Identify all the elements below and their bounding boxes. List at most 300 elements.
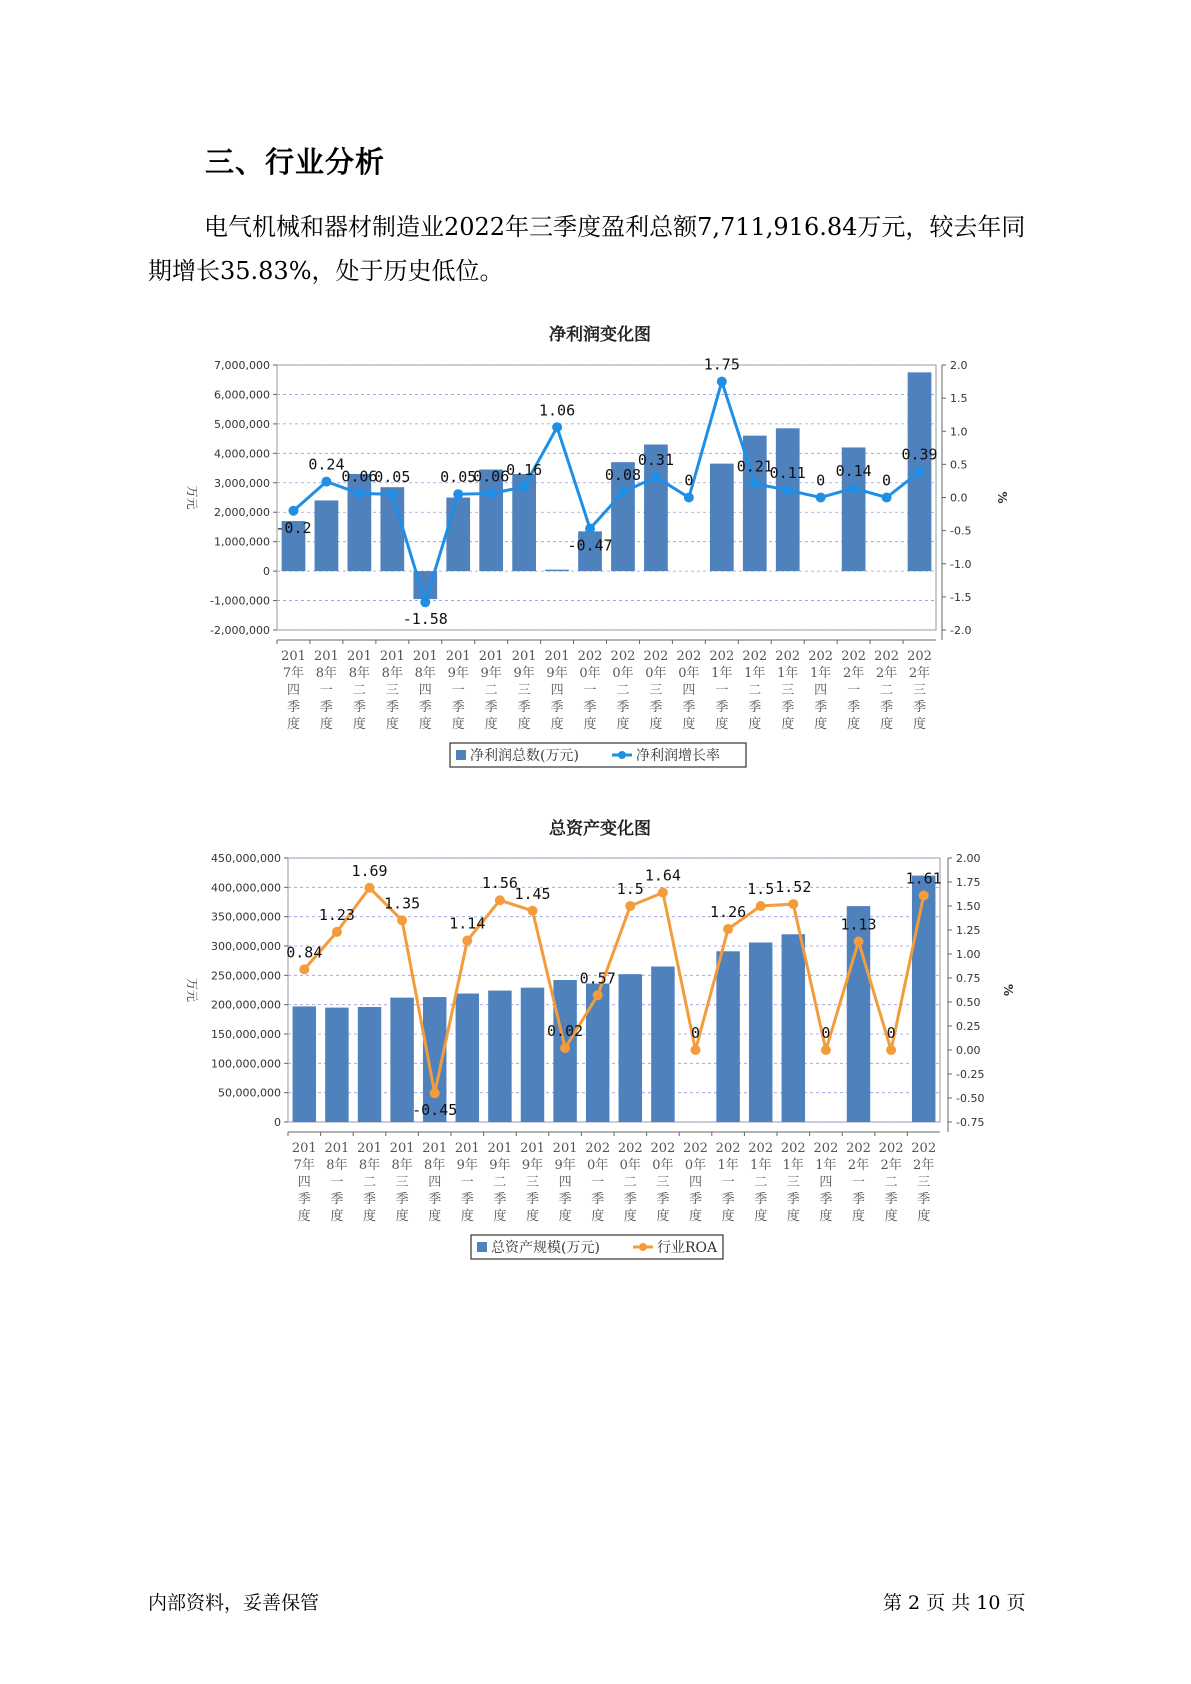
x-tick-label: 季: [395, 1192, 409, 1207]
y-tick-label: 150,000,000: [211, 1028, 281, 1041]
line-point: [783, 485, 793, 495]
line-point: [915, 467, 925, 477]
x-tick-label: 201: [445, 649, 471, 664]
x-tick-label: 201: [478, 649, 504, 664]
x-tick-label: 度: [395, 1209, 409, 1224]
x-tick-label: 度: [484, 717, 498, 732]
line-point: [691, 1045, 701, 1055]
x-tick-label: 季: [591, 1192, 605, 1207]
x-tick-label: 四: [297, 1175, 311, 1190]
x-tick-label: 季: [493, 1192, 507, 1207]
data-label: 0: [821, 1024, 831, 1042]
data-label: 0.08: [604, 466, 642, 485]
x-tick-label: 度: [814, 717, 828, 732]
data-label: 1.23: [318, 905, 355, 924]
x-tick-label: 季: [847, 700, 861, 715]
line-point: [387, 489, 397, 499]
line-point: [658, 888, 668, 898]
x-tick-label: 201: [281, 649, 306, 664]
x-tick-label: 季: [451, 700, 465, 715]
legend-line-label: 净利润增长率: [636, 748, 720, 764]
data-label: 0: [886, 1024, 896, 1042]
data-label: 0.06: [473, 467, 510, 486]
x-tick-label: 0年: [678, 666, 700, 681]
x-tick-label: 度: [297, 1209, 311, 1224]
x-tick-label: 季: [786, 1192, 800, 1207]
x-tick-label: 202: [683, 1141, 708, 1156]
data-label: 1.45: [514, 884, 551, 903]
line-point: [420, 597, 430, 607]
bar: [358, 1007, 381, 1122]
x-tick-label: 三: [917, 1175, 931, 1190]
x-tick-label: 度: [819, 1209, 833, 1224]
x-tick-label: 8年: [326, 1158, 348, 1173]
y2-tick-label: -0.5: [950, 524, 972, 538]
line-point: [397, 915, 407, 925]
x-tick-label: 202: [846, 1141, 871, 1156]
x-tick-label: 度: [493, 1209, 507, 1224]
y-tick-label: 200,000,000: [211, 998, 281, 1012]
y-axis-title: 万元: [185, 977, 199, 1003]
x-tick-label: 202: [775, 649, 801, 664]
x-tick-label: 1年: [782, 1158, 804, 1173]
x-tick-label: 季: [682, 700, 696, 715]
x-tick-label: 2年: [880, 1158, 902, 1173]
x-tick-label: 季: [656, 1192, 670, 1207]
x-tick-label: 201: [412, 649, 438, 664]
y-tick-label: 300,000,000: [211, 940, 281, 953]
line-point: [430, 1088, 440, 1098]
x-tick-label: 0年: [612, 666, 634, 681]
bar: [776, 428, 800, 571]
data-label: 1.35: [384, 894, 421, 913]
x-tick-label: 季: [550, 700, 564, 715]
y-tick-label: -1,000,000: [210, 594, 270, 608]
y-tick-label: 250,000,000: [211, 969, 281, 983]
data-label: 0.39: [901, 445, 938, 464]
y-tick-label: -2,000,000: [210, 624, 270, 637]
x-tick-label: 201: [346, 649, 372, 664]
bar: [586, 984, 609, 1122]
chart-svg: [0, 315, 1191, 775]
data-label: -1.58: [402, 610, 448, 629]
x-tick-label: 三: [517, 683, 531, 698]
x-tick-label: 季: [913, 700, 927, 715]
legend: [471, 1235, 723, 1259]
x-tick-label: 202: [808, 649, 834, 664]
x-tick-label: 季: [484, 700, 498, 715]
data-label: 0.05: [440, 468, 477, 487]
x-tick-label: 度: [418, 717, 432, 732]
data-label: -0.45: [412, 1101, 458, 1120]
line-point: [528, 906, 538, 916]
x-tick-label: 度: [913, 717, 927, 732]
line-point: [365, 883, 375, 893]
x-tick-label: 季: [721, 1192, 735, 1207]
x-tick-label: 四: [682, 683, 696, 698]
x-tick-label: 三: [649, 683, 663, 698]
x-tick-label: 季: [286, 700, 300, 715]
x-tick-label: 1年: [711, 666, 733, 681]
line-point: [882, 493, 892, 503]
x-tick-label: 202: [780, 1141, 806, 1156]
x-tick-label: 202: [617, 1141, 643, 1156]
x-tick-label: 202: [676, 649, 702, 664]
x-tick-label: 季: [623, 1192, 637, 1207]
x-tick-label: 度: [583, 717, 597, 732]
y-tick-label: 3,000,000: [214, 476, 270, 490]
y2-tick-label: 1.75: [956, 876, 981, 889]
x-tick-label: 季: [814, 700, 828, 715]
x-tick-label: 季: [880, 700, 894, 715]
data-label: -0.2: [275, 518, 312, 537]
x-tick-label: 一: [591, 1175, 605, 1190]
line-point: [919, 890, 929, 900]
x-tick-label: 季: [352, 700, 366, 715]
line-point: [723, 924, 733, 934]
x-tick-label: 202: [610, 649, 636, 664]
chart-title: 净利润变化图: [549, 325, 651, 345]
line-point: [560, 1043, 570, 1053]
x-tick-label: 7年: [282, 666, 305, 681]
x-tick-label: 二: [493, 1175, 507, 1190]
legend-line-label: 行业ROA: [657, 1240, 718, 1256]
x-tick-label: 202: [585, 1141, 611, 1156]
x-tick-label: 202: [709, 649, 735, 664]
bar: [293, 1006, 316, 1122]
x-tick-label: 一: [715, 683, 729, 698]
x-tick-label: 201: [511, 649, 537, 664]
line-point: [684, 493, 694, 503]
bar: [651, 967, 674, 1122]
legend: [450, 743, 746, 767]
x-tick-label: 三: [656, 1175, 670, 1190]
line-point: [288, 506, 298, 516]
x-tick-label: 二: [352, 683, 366, 698]
y2-axis-title: %: [1001, 983, 1015, 997]
bar: [380, 487, 404, 571]
x-tick-label: 三: [781, 683, 795, 698]
net-profit-chart: [0, 315, 1191, 775]
line-point: [321, 477, 331, 487]
plot-area: [277, 365, 936, 630]
x-tick-label: 度: [428, 1209, 442, 1224]
total-assets-chart: [0, 815, 1191, 1275]
y-tick-label: 0: [263, 565, 270, 579]
x-tick-label: 201: [487, 1141, 513, 1156]
x-tick-label: 2年: [908, 666, 931, 681]
x-tick-label: 度: [721, 1209, 735, 1224]
bar: [390, 998, 413, 1122]
x-tick-label: 一: [721, 1175, 735, 1190]
x-tick-label: 202: [911, 1141, 937, 1156]
data-label: 1.14: [449, 914, 486, 933]
bar: [716, 951, 739, 1122]
data-label: 1.61: [905, 869, 942, 888]
x-tick-label: 季: [583, 700, 597, 715]
legend-bar-label: 净利润总数(万元): [470, 748, 579, 764]
line-point: [816, 493, 826, 503]
y2-tick-label: 1.00: [956, 948, 981, 961]
bar: [446, 498, 470, 572]
data-label: 0: [882, 471, 892, 490]
x-tick-label: 三: [385, 683, 399, 698]
x-tick-label: 度: [754, 1209, 768, 1224]
x-tick-label: 三: [395, 1175, 409, 1190]
x-tick-label: 一: [583, 683, 597, 698]
bar: [315, 500, 339, 571]
x-tick-label: 1年: [717, 1158, 739, 1173]
x-tick-label: 季: [715, 700, 729, 715]
x-tick-label: 1年: [777, 666, 799, 681]
y2-tick-label: -0.75: [956, 1116, 985, 1129]
x-tick-label: 202: [715, 1141, 741, 1156]
bar: [545, 570, 569, 571]
x-tick-label: 度: [748, 717, 762, 732]
x-tick-label: 度: [591, 1209, 605, 1224]
x-tick-label: 二: [884, 1175, 898, 1190]
y-tick-label: 2,000,000: [214, 506, 270, 520]
x-tick-label: 季: [754, 1192, 768, 1207]
x-tick-label: 三: [913, 683, 927, 698]
y2-tick-label: -2.0: [950, 624, 972, 637]
x-tick-label: 一: [319, 683, 333, 698]
x-tick-label: 202: [643, 649, 669, 664]
x-tick-label: 度: [880, 717, 894, 732]
x-tick-label: 8年: [358, 1158, 381, 1173]
x-tick-label: 度: [451, 717, 465, 732]
x-tick-label: 季: [819, 1192, 833, 1207]
data-label: 0: [684, 471, 694, 490]
line-point: [332, 927, 342, 937]
x-tick-label: 二: [362, 1175, 377, 1190]
data-label: 1.75: [703, 355, 740, 374]
x-tick-label: 0年: [579, 666, 601, 681]
x-tick-label: 度: [781, 717, 795, 732]
x-tick-label: 8年: [381, 666, 403, 681]
y2-tick-label: 1.5: [950, 392, 968, 406]
line-point: [821, 1045, 831, 1055]
x-tick-label: 201: [454, 1141, 480, 1156]
x-tick-label: 季: [385, 700, 399, 715]
line-point: [651, 472, 661, 482]
x-tick-label: 度: [460, 1209, 474, 1224]
data-label: 0: [690, 1024, 701, 1042]
line-point: [585, 524, 595, 534]
y-tick-label: 450,000,000: [211, 852, 281, 865]
data-label: 1.69: [351, 861, 388, 880]
x-tick-label: 9年: [480, 666, 502, 681]
footer-confidential-note: 内部资料，妥善保管: [148, 1592, 320, 1614]
x-tick-label: 度: [517, 717, 531, 732]
line-point: [552, 422, 562, 432]
line-point: [849, 483, 859, 493]
x-tick-label: 202: [878, 1141, 904, 1156]
y-tick-label: 350,000,000: [211, 910, 281, 924]
line-point: [717, 377, 727, 387]
data-label: 0: [816, 471, 826, 490]
x-tick-label: 度: [319, 717, 333, 732]
x-tick-label: 度: [385, 717, 399, 732]
x-tick-label: 8年: [315, 666, 338, 681]
y-tick-label: 6,000,000: [214, 388, 270, 402]
x-tick-label: 季: [297, 1192, 311, 1207]
x-tick-label: 202: [874, 649, 899, 664]
x-tick-label: 9年: [456, 1158, 478, 1173]
bar: [521, 988, 544, 1122]
legend-bar-swatch: [477, 1242, 487, 1252]
y2-tick-label: 1.0: [950, 425, 968, 439]
x-tick-label: 二: [623, 1175, 637, 1190]
y2-tick-label: -1.0: [950, 557, 972, 571]
line-point: [486, 489, 496, 499]
x-tick-label: 1年: [744, 666, 766, 681]
y2-tick-label: -0.25: [956, 1068, 985, 1081]
data-label: 0.31: [637, 450, 674, 469]
x-tick-label: 季: [649, 700, 663, 715]
x-tick-label: 8年: [414, 666, 436, 681]
y2-tick-label: 2.00: [956, 852, 981, 865]
chart-svg: [0, 815, 1191, 1275]
x-tick-label: 季: [428, 1192, 442, 1207]
paragraph-text: 电气机械和器材制造业2022年三季度盈利总额7,711,916.84万元，较去年同期增长35.83%，处于历史低位。: [148, 213, 1026, 285]
x-tick-label: 202: [907, 649, 932, 664]
line-point: [519, 482, 529, 492]
x-tick-label: 四: [819, 1175, 833, 1190]
legend-line-marker: [639, 1243, 647, 1251]
bar: [710, 464, 734, 571]
x-tick-label: 201: [422, 1141, 448, 1156]
y2-tick-label: -1.5: [950, 590, 972, 604]
x-tick-label: 四: [418, 683, 432, 698]
x-tick-label: 季: [688, 1192, 703, 1207]
x-tick-label: 二: [484, 683, 498, 698]
body-paragraph: [148, 205, 1048, 293]
x-tick-label: 9年: [447, 666, 469, 681]
line-point: [788, 899, 798, 909]
x-tick-label: 季: [781, 700, 795, 715]
x-tick-label: 季: [748, 700, 762, 715]
data-label: 1.26: [710, 903, 747, 922]
line-point: [462, 936, 472, 946]
x-tick-label: 二: [748, 683, 762, 698]
x-tick-label: 201: [291, 1141, 317, 1156]
y-tick-label: 4,000,000: [214, 447, 270, 461]
x-tick-label: 四: [428, 1175, 442, 1190]
x-tick-label: 季: [558, 1192, 572, 1207]
y2-tick-label: 1.25: [956, 924, 981, 937]
y2-tick-label: -0.50: [956, 1092, 985, 1105]
x-tick-label: 201: [520, 1141, 545, 1156]
bar: [456, 994, 479, 1122]
bar: [619, 974, 642, 1122]
x-tick-label: 一: [330, 1175, 344, 1190]
x-tick-label: 季: [851, 1192, 866, 1207]
y2-tick-label: 1.50: [956, 900, 981, 913]
x-tick-label: 201: [314, 649, 339, 664]
line-point: [618, 487, 628, 497]
data-label: -0.47: [567, 536, 613, 555]
x-tick-label: 二: [754, 1175, 768, 1190]
data-label: 0.21: [736, 457, 773, 476]
x-tick-label: 8年: [424, 1158, 446, 1173]
data-label: 0.06: [341, 467, 378, 486]
y2-tick-label: 2.0: [950, 359, 968, 372]
x-tick-label: 三: [786, 1175, 800, 1190]
x-tick-label: 季: [884, 1192, 898, 1207]
x-tick-label: 季: [525, 1192, 540, 1207]
x-tick-label: 度: [649, 717, 663, 732]
line-point: [886, 1045, 896, 1055]
x-tick-label: 8年: [348, 666, 371, 681]
x-tick-label: 202: [813, 1141, 839, 1156]
x-tick-label: 度: [330, 1209, 344, 1224]
y2-tick-label: 0.25: [956, 1020, 981, 1033]
x-tick-label: 9年: [513, 666, 535, 681]
x-tick-label: 8年: [391, 1158, 413, 1173]
x-tick-label: 度: [917, 1209, 931, 1224]
x-tick-label: 9年: [554, 1158, 576, 1173]
x-tick-label: 度: [550, 717, 564, 732]
line-point: [756, 901, 766, 911]
y-tick-label: 50,000,000: [218, 1086, 281, 1100]
legend-bar-label: 总资产规模(万元): [491, 1240, 600, 1256]
line-point: [495, 895, 505, 905]
data-label: 1.56: [481, 874, 518, 893]
x-tick-label: 202: [742, 649, 768, 664]
x-tick-label: 1年: [750, 1158, 772, 1173]
data-label: 0.14: [835, 462, 872, 481]
x-tick-label: 度: [623, 1209, 637, 1224]
line-point: [299, 964, 309, 974]
data-label: 0.16: [506, 460, 543, 479]
x-tick-label: 2年: [847, 1158, 870, 1173]
y-tick-label: 7,000,000: [214, 359, 270, 372]
data-label: 0.02: [547, 1022, 584, 1041]
x-tick-label: 季: [616, 700, 630, 715]
x-tick-label: 度: [851, 1209, 866, 1224]
y2-tick-label: 0.00: [956, 1044, 981, 1057]
data-label: 0.24: [308, 455, 345, 474]
y-tick-label: 400,000,000: [211, 881, 281, 895]
x-tick-label: 度: [847, 717, 861, 732]
x-tick-label: 0年: [587, 1158, 609, 1173]
x-tick-label: 9年: [521, 1158, 544, 1173]
y2-tick-label: 0.0: [950, 491, 968, 505]
bar: [912, 876, 935, 1122]
y-axis-title: 万元: [185, 485, 199, 510]
section-heading: 三、行业分析: [205, 145, 386, 179]
data-label: 1.64: [644, 866, 681, 885]
bar: [325, 1008, 348, 1122]
data-label: 1.06: [539, 401, 576, 420]
y-tick-label: 5,000,000: [214, 417, 270, 431]
x-tick-label: 度: [656, 1209, 670, 1224]
x-tick-label: 9年: [489, 1158, 511, 1173]
x-tick-label: 一: [460, 1175, 474, 1190]
line-point: [354, 489, 364, 499]
x-tick-label: 四: [286, 683, 300, 698]
x-tick-label: 1年: [810, 666, 832, 681]
line-point: [625, 901, 635, 911]
y2-tick-label: 0.50: [956, 996, 981, 1009]
line-point: [593, 990, 603, 1000]
x-tick-label: 202: [748, 1141, 774, 1156]
x-tick-label: 201: [544, 649, 570, 664]
line-point: [453, 489, 463, 499]
data-label: 1.13: [840, 915, 877, 934]
footer-page-number: 第 2 页 共 10 页: [883, 1592, 1026, 1614]
